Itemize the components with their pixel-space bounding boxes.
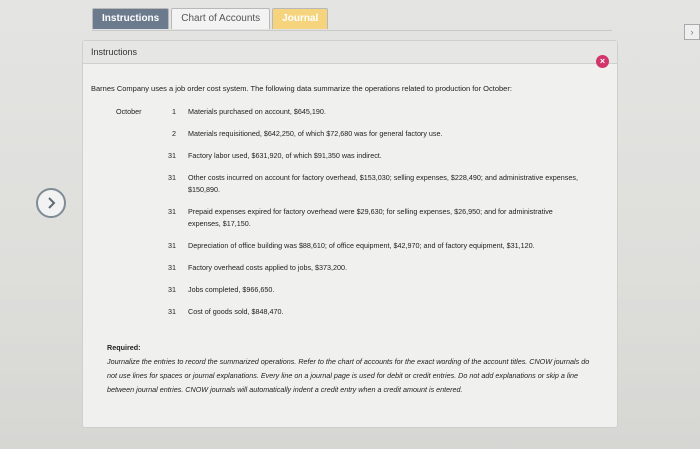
transaction-description: Materials purchased on account, $645,190.	[188, 107, 326, 116]
transaction-row	[116, 262, 586, 274]
transaction-day: 31	[168, 307, 176, 316]
instructions-panel	[82, 40, 618, 428]
tab-instructions[interactable]: Instructions	[92, 8, 169, 29]
transaction-row	[116, 306, 586, 318]
transaction-description: Jobs completed, $966,650.	[188, 285, 275, 294]
transaction-day: 31	[168, 207, 176, 216]
transaction-day: 2	[172, 129, 176, 138]
next-button[interactable]	[36, 188, 66, 218]
transaction-row	[116, 150, 586, 162]
transaction-row	[116, 172, 586, 196]
close-icon[interactable]: ×	[596, 55, 609, 68]
transaction-row	[116, 206, 586, 230]
transaction-description: Prepaid expenses expired for factory overhead were $29,630; for selling expenses, $26,950; and for administrative expenses, $17,150.	[188, 207, 553, 228]
month-label: October	[116, 107, 142, 116]
tab-journal[interactable]: Journal	[272, 8, 328, 29]
tab-bar	[92, 8, 330, 30]
transaction-day: 1	[172, 107, 176, 116]
transaction-description: Depreciation of office building was $88,610; of office equipment, $42,970; and of factory equipment, $31,120.	[188, 241, 535, 250]
side-toggle-icon: ›	[690, 27, 694, 37]
required-text: Journalize the entries to record the summarized operations. Refer to the chart of accounts for the exact wording of the account titles. CNOW journals do not use lines for spaces or journal explanations. Every line on a journal page is used for debit or credit entries. Do not add explanations or skip a line between journal entries. CNOW journals will automatically indent a credit entry when a credit amount is entered.	[107, 357, 590, 394]
transaction-row	[116, 106, 586, 118]
transaction-day: 31	[168, 263, 176, 272]
required-section	[107, 341, 597, 397]
tab-chart-of-accounts[interactable]: Chart of Accounts	[171, 8, 270, 29]
transactions-list	[116, 106, 586, 328]
transaction-description: Materials requisitioned, $642,250, of which $72,680 was for general factory use.	[188, 129, 443, 138]
transaction-day: 31	[168, 173, 176, 182]
transaction-day: 31	[168, 285, 176, 294]
transaction-description: Other costs incurred on account for factory overhead, $153,030; selling expenses, $228,490; and administrative expenses, $150,890.	[188, 173, 578, 194]
required-label: Required:	[107, 343, 141, 352]
chevron-right-icon	[44, 196, 58, 210]
side-toggle[interactable]	[684, 24, 700, 40]
transaction-day: 31	[168, 151, 176, 160]
transaction-day: 31	[168, 241, 176, 250]
transaction-row	[116, 284, 586, 296]
transaction-description: Factory overhead costs applied to jobs, $373,200.	[188, 263, 348, 272]
transaction-row	[116, 128, 586, 140]
transaction-row	[116, 240, 586, 252]
transaction-description: Cost of goods sold, $848,470.	[188, 307, 284, 316]
tab-divider	[92, 30, 612, 31]
transaction-description: Factory labor used, $631,920, of which $91,350 was indirect.	[188, 151, 382, 160]
panel-title: Instructions	[83, 41, 617, 64]
intro-text: Barnes Company uses a job order cost system. The following data summarize the operations related to production for October:	[91, 84, 512, 93]
